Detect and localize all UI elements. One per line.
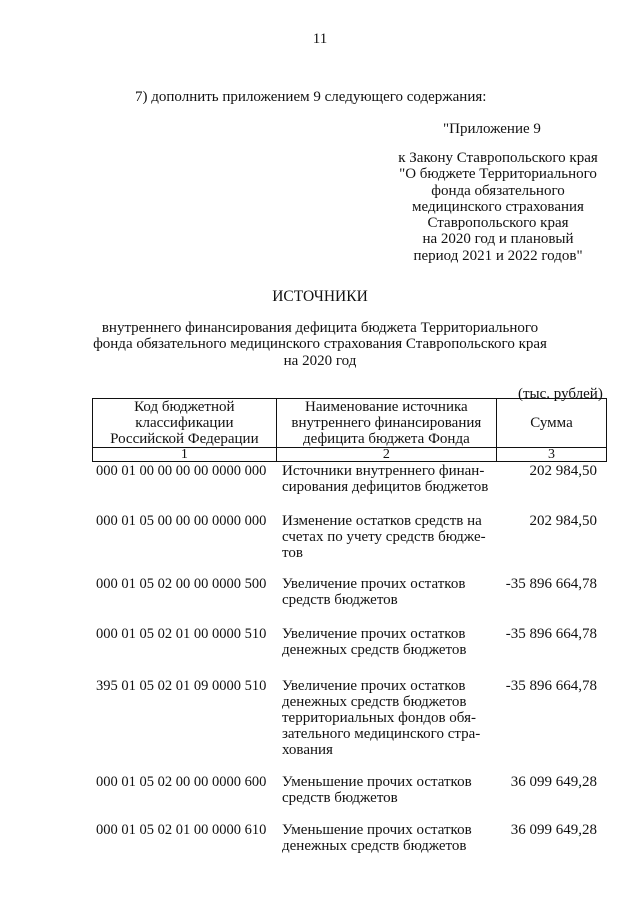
table-row [92,463,607,513]
amount: 36 099 649,28 [510,822,597,838]
table-body [92,463,607,862]
appendix-label: "Приложение 9 [443,121,541,137]
header-name [276,399,496,448]
source-name-line: счетах по учету средств бюдже- [282,529,486,545]
header-sum [497,399,607,448]
table-row [92,822,607,862]
header-line: дефицита бюджета Фонда [302,431,470,447]
law-reference-line: к Закону Ставропольского края [398,150,598,166]
header-row [93,399,607,448]
table-row [92,626,607,678]
page-number: 11 [312,31,328,47]
budget-code: 000 01 05 02 00 00 0000 500 [96,576,267,592]
source-name-line: Увеличение прочих остатков [282,678,466,694]
source-name-line: зательного медицинского стра- [282,726,481,742]
table-header [92,398,607,462]
subtitle-line: внутреннего финансирования дефицита бюджета Территориального [101,320,539,336]
subtitle-line: на 2020 год [283,352,357,369]
header-line: Наименование источника [305,399,468,415]
document-subtitle [0,320,640,369]
amount: -35 896 664,78 [505,576,597,592]
source-name-line: Увеличение прочих остатков [282,626,466,642]
budget-code: 000 01 05 02 01 00 0000 510 [96,626,267,642]
budget-code: 000 01 05 00 00 00 0000 000 [96,513,267,529]
amount: 202 984,50 [529,513,597,529]
column-number: 2 [276,448,496,462]
budget-code: 395 01 05 02 01 09 0000 510 [96,678,267,694]
source-name-line: средств бюджетов [282,592,398,608]
law-reference [378,150,618,264]
budget-code: 000 01 05 02 00 00 0000 600 [96,774,267,790]
column-number: 1 [93,448,277,462]
amendment-intro: 7) дополнить приложением 9 следующего содержания: [135,89,487,105]
source-name [282,774,494,806]
source-name-line: денежных средств бюджетов [282,694,467,710]
law-reference-line: Ставропольского края [427,215,569,232]
column-number: 3 [497,448,607,462]
source-name-line: Уменьшение прочих остатков [282,774,472,790]
source-name-line: средств бюджетов [282,790,398,806]
source-name-line: Увеличение прочих остатков [282,576,466,592]
source-name [282,626,494,658]
amount: 36 099 649,28 [510,774,597,790]
source-name-line: территориальных фондов обя- [282,710,476,726]
document-title: ИСТОЧНИКИ [272,288,368,305]
amount: -35 896 664,78 [505,678,597,694]
table-row [92,774,607,822]
source-name-line: тов [282,545,303,561]
source-name [282,678,494,758]
source-name-line: хования [282,742,333,758]
table-row [92,513,607,576]
source-name-line: Уменьшение прочих остатков [282,822,472,838]
column-number-row [93,448,607,462]
law-reference-line: фонда обязательного [431,182,565,199]
law-reference-line: медицинского страхования [412,198,584,215]
table-row [92,678,607,774]
law-reference-line: период 2021 и 2022 годов" [413,247,583,264]
header-line: внутреннего финансирования [291,415,482,431]
budget-code: 000 01 00 00 00 00 0000 000 [96,463,267,479]
law-reference-line: "О бюджете Территориального [399,166,597,183]
law-reference-line: на 2020 год и плановый [422,231,574,248]
source-name-line: денежных средств бюджетов [282,838,467,854]
units-label: (тыс. рублей) [518,386,603,402]
header-line: Российской Федерации [110,431,259,447]
source-name [282,513,494,561]
header-code [93,399,277,448]
header-line: Сумма [530,415,573,431]
header-line: Код бюджетной [134,399,235,415]
budget-code: 000 01 05 02 01 00 0000 610 [96,822,267,838]
source-name [282,576,494,608]
source-name [282,822,494,854]
subtitle-line: фонда обязательного медицинского страхования Ставропольского края [93,336,547,353]
source-name [282,463,494,495]
source-name-line: сирования дефицитов бюджетов [282,479,489,495]
source-name-line: Изменение остатков средств на [282,513,482,529]
source-name-line: Источники внутреннего финан- [282,463,485,479]
source-name-line: денежных средств бюджетов [282,642,467,658]
header-line: классификации [135,415,234,431]
amount: -35 896 664,78 [505,626,597,642]
table-row [92,576,607,626]
amount: 202 984,50 [529,463,597,479]
